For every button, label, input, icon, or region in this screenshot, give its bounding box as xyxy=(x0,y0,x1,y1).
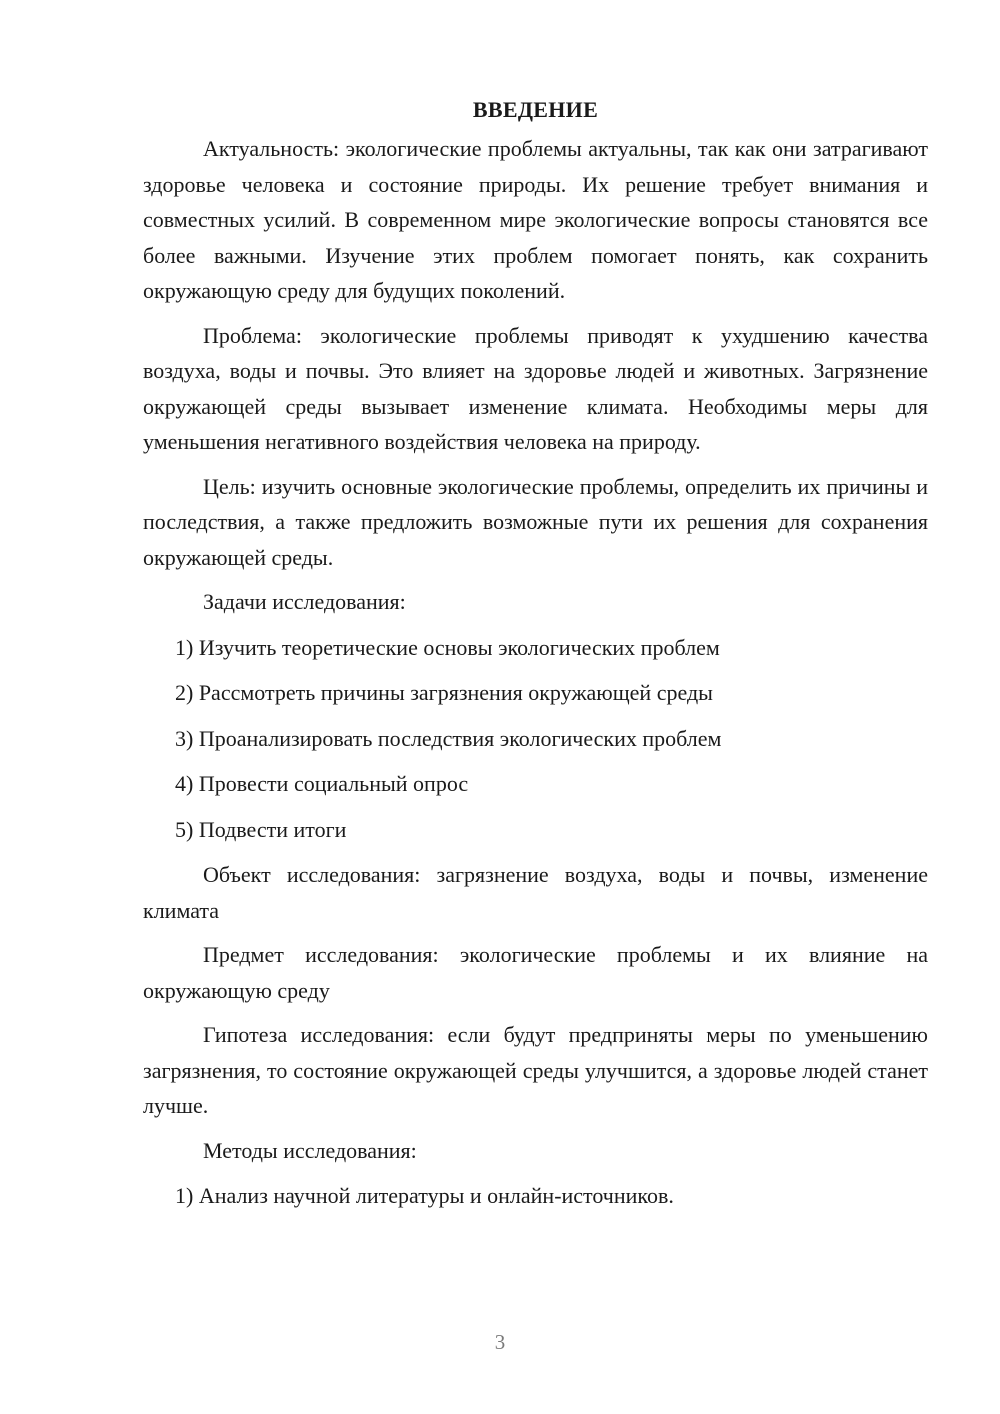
list-item: 4) Провести социальный опрос xyxy=(175,771,469,796)
list-item: 1) Изучить теоретические основы экологических проблем xyxy=(175,634,720,660)
object-paragraph: Объект исследования: загрязнение воздуха, воды и почвы, изменение климата xyxy=(143,862,928,923)
hypothesis-paragraph: Гипотеза исследования: если будут предприняты меры по уменьшению загрязнения, то состояние окружающей среды улучшится, а здоровье людей станет лучше. xyxy=(143,1022,928,1118)
section-heading: ВВЕДЕНИЕ xyxy=(472,97,599,122)
subject-paragraph: Предмет исследования: экологические проблемы и их влияние на окружающую среду xyxy=(143,942,928,1003)
list-item: 3) Проанализировать последствия экологических проблем xyxy=(175,725,722,751)
tasks-list xyxy=(143,630,928,848)
page-number: 3 xyxy=(494,1330,506,1354)
list-item: 1) Анализ научной литературы и онлайн-источников. xyxy=(175,1183,674,1208)
methods-list xyxy=(143,1178,928,1214)
problem-paragraph: Проблема: экологические проблемы приводят к ухудшению качества воздуха, воды и почвы. Это влияет на здоровье людей и животных. Загрязнение окружающей среды вызывает изменение климата. Необходимы меры для уменьшения негативного воздействия человека на природу. xyxy=(143,322,928,454)
goal-paragraph: Цель: изучить основные экологические проблемы, определить их причины и последствия, а также предложить возможные пути их решения для сохранения окружающей среды. xyxy=(143,473,928,570)
tasks-label: Задачи исследования: xyxy=(203,589,406,614)
list-item: 5) Подвести итоги xyxy=(175,816,347,842)
list-item: 2) Рассмотреть причины загрязнения окружающей среды xyxy=(175,680,713,705)
methods-label: Методы исследования: xyxy=(203,1137,417,1163)
relevance-paragraph: Актуальность: экологические проблемы актуальны, так как они затрагивают здоровье человека и состояние природы. Их решение требует внимания и совместных усилий. В современном мире экологические вопросы становятся все более важными. Изучение этих проблем помогает понять, как сохранить окружающую среду для будущих поколений. xyxy=(143,136,928,303)
document-page xyxy=(143,92,928,1224)
